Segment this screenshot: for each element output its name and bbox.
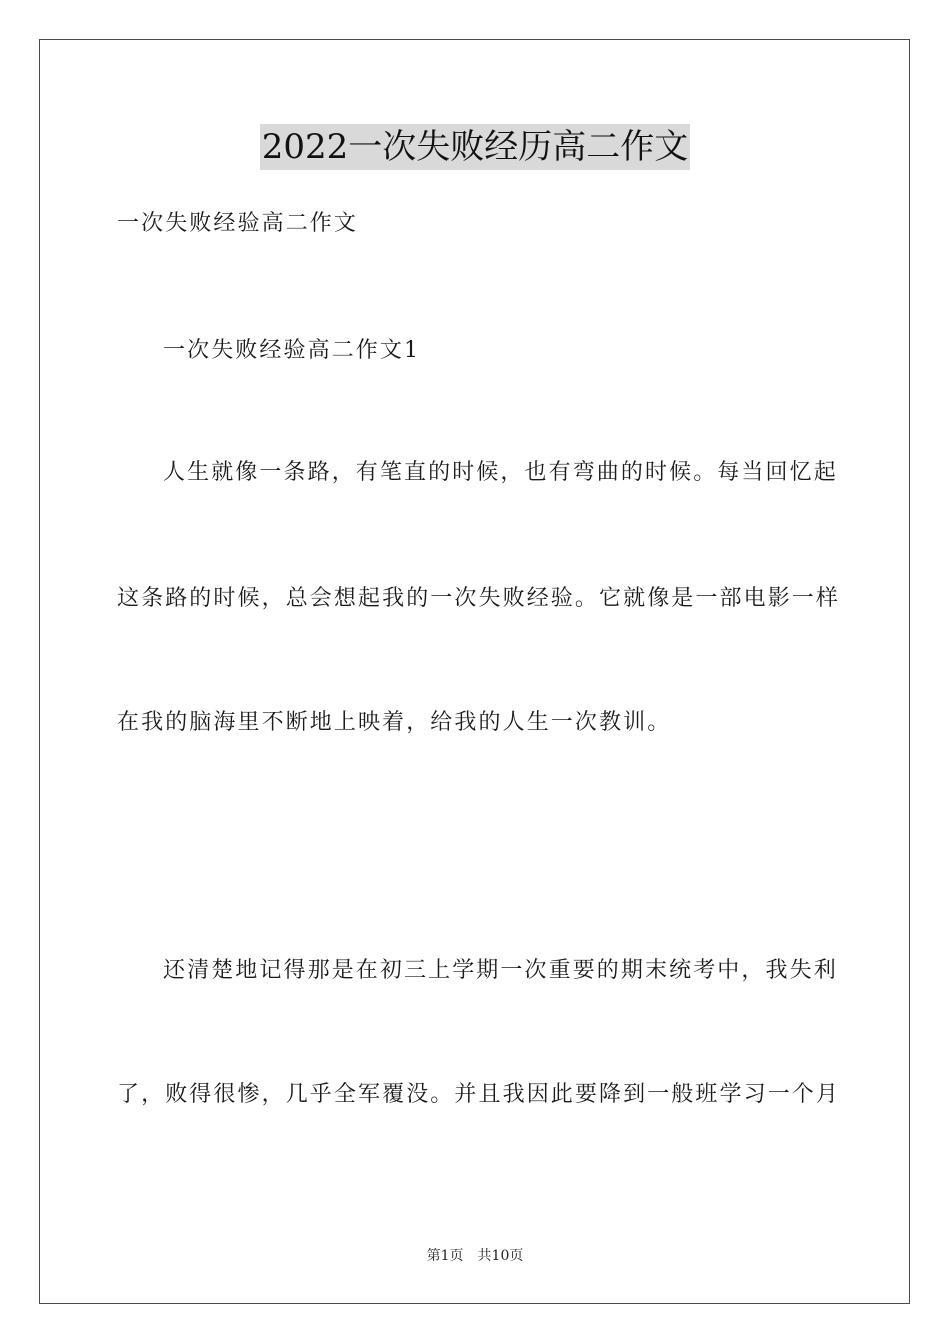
paragraph-2-line-2: 了，败得很惨，几乎全军覆没。并且我因此要降到一般班学习一个月 (117, 1082, 841, 1107)
section-heading: 一次失败经验高二作文1 (163, 338, 421, 363)
title-container (0, 124, 950, 170)
document-subtitle: 一次失败经验高二作文 (117, 211, 359, 236)
paragraph-2-line-1: 还清楚地记得那是在初三上学期一次重要的期末统考中，我失利 (163, 958, 838, 983)
page-number-footer: 第1页 共10页 (426, 1248, 524, 1264)
paragraph-1-line-2: 这条路的时候，总会想起我的一次失败经验。它就像是一部电影一样 (117, 586, 841, 611)
paragraph-1-line-1: 人生就像一条路，有笔直的时候，也有弯曲的时候。每当回忆起 (163, 460, 838, 485)
paragraph-1-line-3: 在我的脑海里不断地上映着，给我的人生一次教训。 (117, 710, 672, 735)
document-title: 2022一次失败经历高二作文 (260, 124, 691, 170)
